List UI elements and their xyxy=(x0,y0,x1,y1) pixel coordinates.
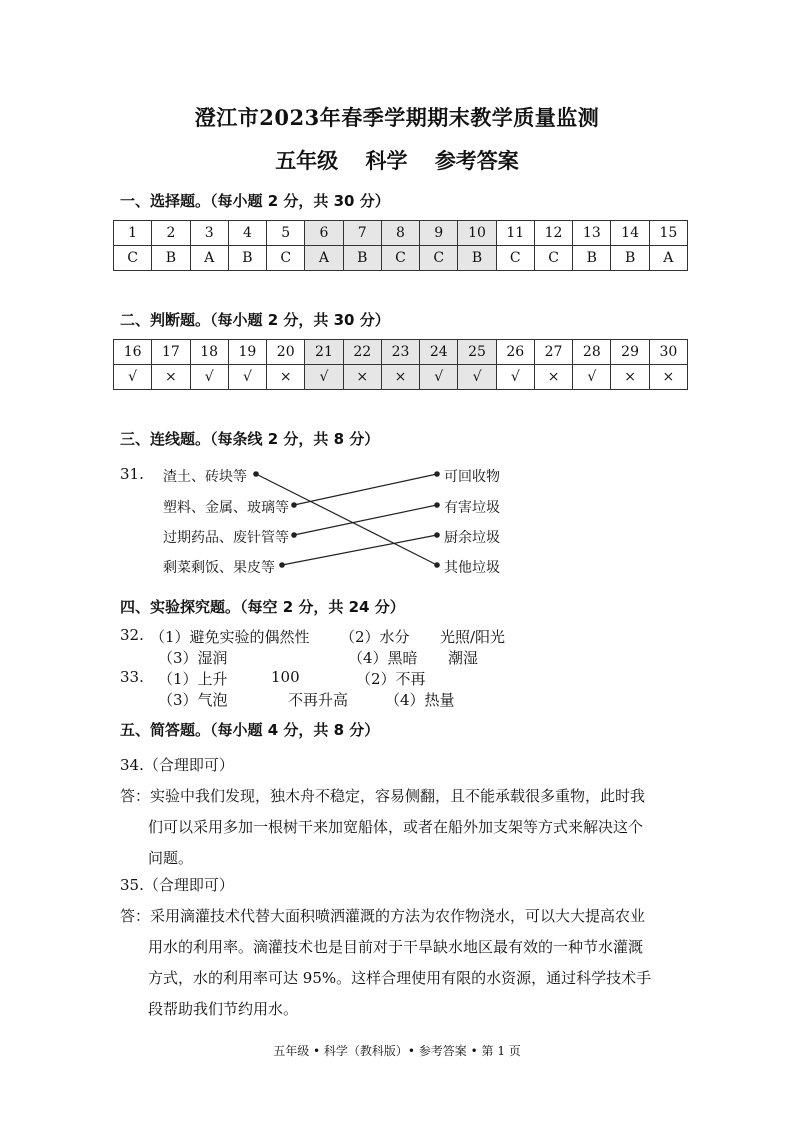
question-number-cell: 30 xyxy=(649,340,687,365)
question-number-cell: 4 xyxy=(228,221,266,246)
match-line xyxy=(294,474,437,505)
answer-cell: B xyxy=(152,246,190,271)
answer-cell: √ xyxy=(305,365,343,390)
q32-answer: 光照/阳光 xyxy=(440,628,506,646)
q32-answer: （4）黑暗 xyxy=(348,649,418,667)
question-number-cell: 28 xyxy=(573,340,611,365)
q33-answer: （2）不再 xyxy=(356,670,426,688)
q35-answer-block xyxy=(120,870,682,1025)
q32-answer: （2）水分 xyxy=(340,628,410,646)
answer-cell: A xyxy=(190,246,228,271)
answer-cell: C xyxy=(420,246,458,271)
answer-cell: √ xyxy=(458,365,496,390)
answer-cell: √ xyxy=(190,365,228,390)
question-number-cell: 6 xyxy=(305,221,343,246)
section1-heading: 一、选择题。（每小题 2 分，共 30 分） xyxy=(120,192,390,210)
section5-heading: 五、简答题。（每小题 4 分，共 8 分） xyxy=(120,721,380,739)
question-number-cell: 20 xyxy=(267,340,305,365)
question-number-cell: 9 xyxy=(420,221,458,246)
question-number-cell: 11 xyxy=(496,221,534,246)
q33-answer: 不再升高 xyxy=(288,691,349,709)
q32-number: 32. xyxy=(120,626,144,644)
match-left-item: 剩菜剩饭、果皮等 xyxy=(163,560,275,576)
q34-line: 问题。 xyxy=(148,849,194,867)
question-number-cell: 18 xyxy=(190,340,228,365)
answer-cell: × xyxy=(534,365,572,390)
answer-cell: C xyxy=(114,246,152,271)
answer-cell: √ xyxy=(114,365,152,390)
question-number-cell: 7 xyxy=(343,221,381,246)
q35-head: 35.（合理即可） xyxy=(120,876,234,894)
answer-cell: C xyxy=(267,246,305,271)
question-number-cell: 10 xyxy=(458,221,496,246)
q33-answer: （1）上升 xyxy=(158,670,228,688)
answer-cell: A xyxy=(649,246,687,271)
q35-line: 用水的利用率。滴灌技术也是目前对于干旱缺水地区最有效的一种节水灌溉 xyxy=(148,938,644,956)
q32-answer: （3）湿润 xyxy=(158,649,228,667)
q35-line: 答：采用滴灌技术代替大面积喷洒灌溉的方法为农作物浇水，可以大大提高农业 xyxy=(120,907,646,925)
answer-cell: C xyxy=(534,246,572,271)
subtitle-subject: 科学 xyxy=(365,148,408,173)
q35-line: 方式，水的利用率可达 95%。这样合理使用有限的水资源，通过科学技术手 xyxy=(148,969,652,987)
answer-cell: C xyxy=(381,246,419,271)
answer-cell: √ xyxy=(573,365,611,390)
answer-cell: × xyxy=(267,365,305,390)
q33-answer: （3）气泡 xyxy=(158,691,228,709)
question-number-cell: 13 xyxy=(573,221,611,246)
question-number-cell: 5 xyxy=(267,221,305,246)
answer-cell: B xyxy=(458,246,496,271)
question-number-cell: 15 xyxy=(649,221,687,246)
question-number-cell: 8 xyxy=(381,221,419,246)
page-title: 澄江市2023年春季学期期末教学质量监测 xyxy=(194,105,600,130)
answer-cell: × xyxy=(343,365,381,390)
q33-number: 33. xyxy=(120,668,144,686)
answer-cell: √ xyxy=(496,365,534,390)
q33-answer: 100 xyxy=(271,668,300,686)
section2-heading: 二、判断题。（每小题 2 分，共 30 分） xyxy=(120,311,390,329)
page-footer: 五年级 • 科学（教科版）• 参考答案 • 第 1 页 xyxy=(273,1044,521,1058)
question-number-cell: 16 xyxy=(114,340,152,365)
question-number-cell: 17 xyxy=(152,340,190,365)
question-number-cell: 24 xyxy=(420,340,458,365)
q35-line: 段帮助我们节约用水。 xyxy=(148,1000,299,1018)
answer-cell: √ xyxy=(228,365,266,390)
answer-cell: × xyxy=(152,365,190,390)
question-number-cell: 21 xyxy=(305,340,343,365)
answer-cell: B xyxy=(573,246,611,271)
match-line xyxy=(282,535,437,565)
question-number-cell: 1 xyxy=(114,221,152,246)
match-left-item: 过期药品、废针管等 xyxy=(163,530,289,546)
subtitle-kind: 参考答案 xyxy=(434,148,519,173)
question-number-cell: 22 xyxy=(343,340,381,365)
q34-head: 34.（合理即可） xyxy=(120,756,234,774)
question-number-cell: 23 xyxy=(381,340,419,365)
answer-cell: B xyxy=(228,246,266,271)
section3-heading: 三、连线题。（每条线 2 分，共 8 分） xyxy=(120,430,380,448)
question-number-cell: 3 xyxy=(190,221,228,246)
answer-cell: B xyxy=(611,246,649,271)
match-right-item: 其他垃圾 xyxy=(444,560,500,576)
question-number-cell: 2 xyxy=(152,221,190,246)
answer-cell: C xyxy=(496,246,534,271)
match-right-item: 有害垃圾 xyxy=(444,500,500,516)
match-right-item: 厨余垃圾 xyxy=(444,530,500,546)
q33-answer: （4）热量 xyxy=(385,691,455,709)
section4-heading: 四、实验探究题。（每空 2 分，共 24 分） xyxy=(120,598,405,616)
answer-cell: × xyxy=(611,365,649,390)
answer-cell: A xyxy=(305,246,343,271)
q31-number: 31. xyxy=(120,465,144,483)
answer-cell: √ xyxy=(420,365,458,390)
question-number-cell: 26 xyxy=(496,340,534,365)
answer-cell: B xyxy=(343,246,381,271)
question-number-cell: 29 xyxy=(611,340,649,365)
q32-answer: 潮湿 xyxy=(448,649,479,667)
match-line xyxy=(294,505,437,535)
question-number-cell: 12 xyxy=(534,221,572,246)
question-number-cell: 25 xyxy=(458,340,496,365)
q34-line: 答：实验中我们发现，独木舟不稳定，容易侧翻，且不能承载很多重物，此时我 xyxy=(120,787,646,805)
match-line xyxy=(256,474,437,565)
q34-line: 们可以采用多加一根树干来加宽船体，或者在船外加支架等方式来解决这个 xyxy=(148,818,644,836)
q34-answer-block xyxy=(120,750,682,874)
answer-cell: × xyxy=(381,365,419,390)
q32-answer: （1）避免实验的偶然性 xyxy=(150,628,310,646)
match-left-item: 渣土、砖块等 xyxy=(163,469,247,485)
answer-cell: × xyxy=(649,365,687,390)
match-right-item: 可回收物 xyxy=(444,469,500,485)
question-number-cell: 14 xyxy=(611,221,649,246)
subtitle-grade: 五年级 xyxy=(275,148,339,173)
match-left-item: 塑料、金属、玻璃等 xyxy=(163,500,289,516)
question-number-cell: 19 xyxy=(228,340,266,365)
question-number-cell: 27 xyxy=(534,340,572,365)
